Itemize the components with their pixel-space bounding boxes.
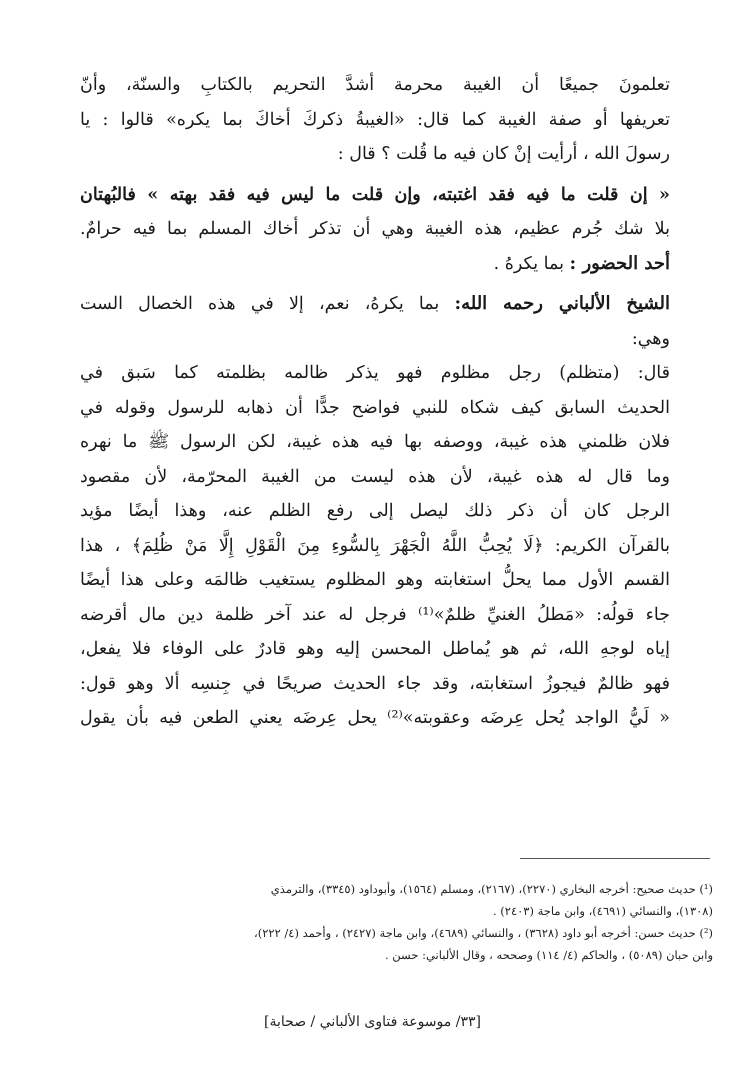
text-line-5: بلا شك جُرم عظيم، هذه الغيبة وهي أن تذكر أخاك المسلم بما فيه حرامٌ. bbox=[80, 219, 670, 239]
text-line-3: رسولَ الله ، أرأيت إنْ كان فيه ما قُلت ؟ قال : bbox=[337, 144, 670, 164]
speaker1-line bbox=[80, 247, 670, 282]
para-line-2: الحديث السابق كيف شكاه للنبي فواضح جدًّا أن ذهابه للرسول وقوله في bbox=[80, 397, 670, 418]
para-line-7: القسم الأول مما يحلُّ استغابته وهو المظلوم يستغيب ظالمَه وعلى هذا أيضًا bbox=[80, 570, 670, 590]
footnote-divider bbox=[520, 858, 710, 859]
para-line-3: فلان ظلمني هذه غيبة، ووصفه بها فيه هذه غيبة، لكن الرسول ﷺ ما نهره bbox=[80, 432, 670, 452]
para-line-9: إياه لوجهِ الله، ثم هو يُماطل المحسن إليه وهو قادرٌ على الوفاء فلا يفعل، bbox=[80, 639, 670, 659]
para-line-5: الرجل كان أن ذكر ذلك ليصل إلى رفع الظلم عنه، وهذا أيضًا مؤيد bbox=[80, 501, 670, 521]
quran-verse-line: بالقرآن الكريم: ﴿لَا يُحِبُّ اللَّهُ الْجَهْرَ بِالسُّوءِ مِنَ الْقَوْلِ إِلَّا مَنْ ظُلِمَ﴾ ، هذا bbox=[80, 535, 670, 556]
page-body bbox=[80, 68, 670, 736]
speaker2-label: الشيخ الألباني رحمه الله: bbox=[454, 293, 670, 314]
para-line-11: « لَيُّ الواجد يُحل عِرضَه وعقوبته»⁽²⁾ يحل عِرضَه يعني الطعن فيه بأن يقول bbox=[80, 708, 670, 728]
footnote-2-line-2: وابن حبان (٥٠٨٩) ، والحاكم (٤/ ١١٤) وصححه ، وقال الألباني: حسن . bbox=[384, 948, 713, 962]
footnote-1-line-2: (١٣٠٨)، والنسائي (٤٦٩١)، وابن ماجة (٢٤٠٣) . bbox=[492, 904, 713, 918]
speaker2-text: بما يكرهُ، نعم، إلا في هذه الخصال الست bbox=[80, 294, 440, 314]
para-line-8: جاء قولُه: «مَطلُ الغنيِّ ظلمٌ»⁽¹⁾ فرجل له عند آخر ظلمة دين مال أقرضه bbox=[80, 604, 670, 625]
speaker1-label: أحد الحضور : bbox=[569, 252, 670, 274]
para-line-1: قال: (متظلم) رجل مظلوم فهو يذكر ظالمه بظلمته كما سَبق في bbox=[80, 363, 670, 383]
footnote-1-line-1: (¹) حديث صحيح: أخرجه البخاري (٢٢٧٠)، (٢١٦٧)، ومسلم (١٥٦٤)، وأبوداود (٣٣٤٥)، والترمذي bbox=[270, 882, 713, 896]
speaker2-cont: وهي: bbox=[631, 328, 670, 349]
footnote-2-line-1: (²) حديث حسن: أخرجه أبو داود (٣٦٢٨) ، والنسائي (٤٦٨٩)، وابن ماجة (٢٤٢٧) ، وأحمد (٤/ ٢٢٢)، bbox=[254, 926, 713, 940]
text-line-1: تعلمونَ جميعًا أن الغيبة محرمة أشدَّ التحريم بالكتابِ والسنّة، وأنّ bbox=[80, 75, 670, 95]
speaker1-text: بما يكرهُ . bbox=[493, 253, 564, 274]
text-line-2: تعريفها أو صفة الغيبة كما قال: «الغيبةُ ذكركَ أخاكَ بما يكره» قالوا : يا bbox=[80, 109, 670, 130]
para-line-4: وما قال له هذه غيبة، لأن هذه ليست من الغيبة المحرّمة، لأن مقصود bbox=[80, 466, 670, 487]
hadith-quote-line: « إن قلت ما فيه فقد اغتبته، وإن قلت ما ليس فيه فقد بهته » فالبُهتان bbox=[80, 184, 670, 205]
footnotes bbox=[58, 878, 713, 966]
page-footer: [٣٣/ موسوعة فتاوى الألباني / صحابة] bbox=[264, 1014, 481, 1030]
para-line-10: فهو ظالمٌ فيجوزُ استغابته، وقد جاء الحديث صريحًا في جِنسِه ألا وهو قول: bbox=[80, 673, 670, 694]
speaker2-line bbox=[80, 287, 670, 322]
